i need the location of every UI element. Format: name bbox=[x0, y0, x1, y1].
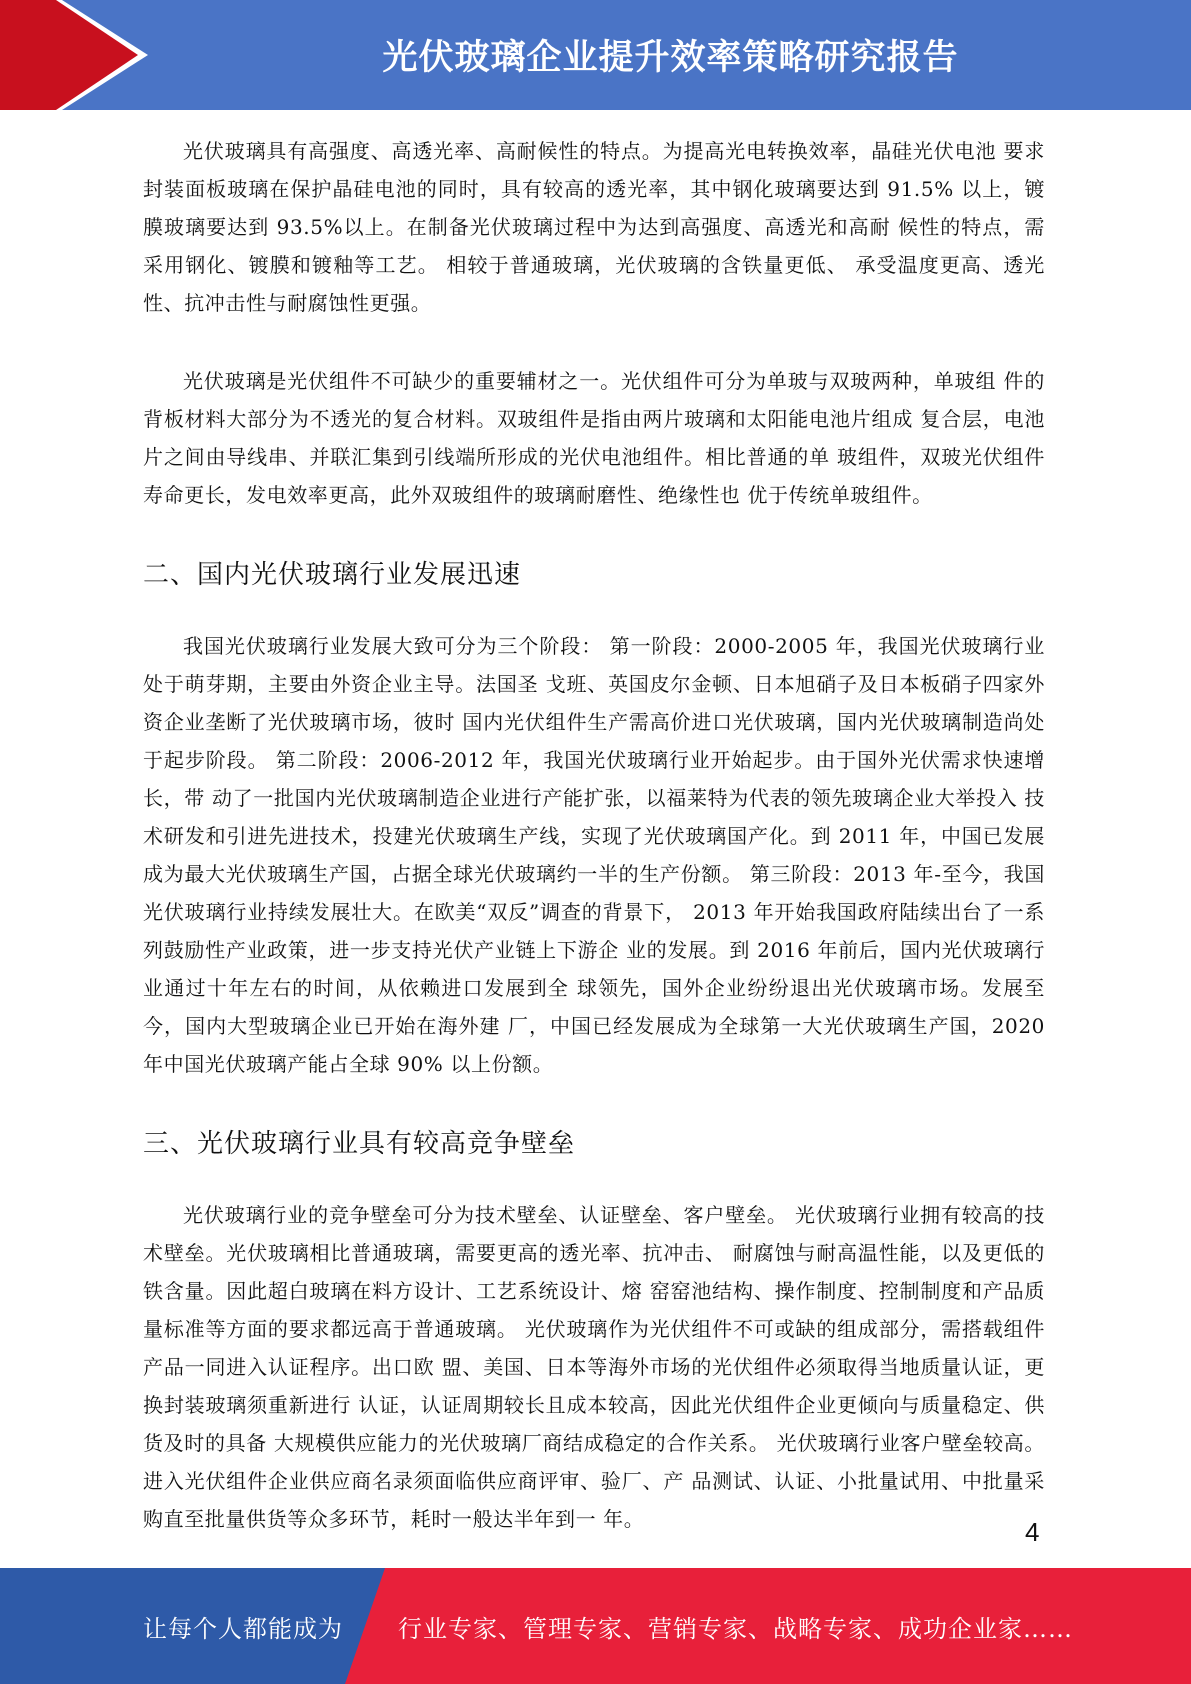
paragraph: 光伏玻璃具有高强度、高透光率、高耐候性的特点。为提高光电转换效率，晶硅光伏电池 要求封装面板玻璃在保护晶硅电池的同时，具有较高的透光率，其中钢化玻璃要达到 91.5% 以上，镀膜玻璃要达到 93.5%以上。在制备光伏玻璃过程中为达到高强度、高透光和高耐 候性的特点，需采用钢化、镀膜和镀釉等工艺。 相较于普通玻璃，光伏玻璃的含铁量更低、 承受温度更高、透光性、抗冲击性与耐腐蚀性更强。 bbox=[143, 139, 1045, 315]
page-footer bbox=[0, 1568, 1191, 1684]
paragraph: 我国光伏玻璃行业发展大致可分为三个阶段： 第一阶段：2000-2005 年，我国光伏玻璃行业处于萌芽期，主要由外资企业主导。法国圣 戈班、英国皮尔金顿、日本旭硝子及日本板硝子四家外资企业垄断了光伏玻璃市场，彼时 国内光伏组件生产需高价进口光伏玻璃，国内光伏玻璃制造尚处于起步阶段。 第二阶段：2006-2012 年，我国光伏玻璃行业开始起步。由于国外光伏需求快速增长，带 动了一批国内光伏玻璃制造企业进行产能扩张，以福莱特为代表的领先玻璃企业大举投入 技术研发和引进先进技术，投建光伏玻璃生产线，实现了光伏玻璃国产化。到 2011 年，中国已发展成为最大光伏玻璃生产国，占据全球光伏玻璃约一半的生产份额。 第三阶段：2013 年-至今，我国光伏玻璃行业持续发展壮大。在欧美“双反”调查的背景下， 2013 年开始我国政府陆续出台了一系列鼓励性产业政策，进一步支持光伏产业链上下游企 业的发展。到 2016 年前后，国内光伏玻璃行业通过十年左右的时间，从依赖进口发展到全 球领先，国外企业纷纷退出光伏玻璃市场。发展至今，国内大型玻璃企业已开始在海外建 厂，中国已经发展成为全球第一大光伏玻璃生产国，2020 年中国光伏玻璃产能占全球 90% 以上份额。 bbox=[143, 634, 1045, 1076]
section-heading: 三、光伏玻璃行业具有较高竞争壁垒 bbox=[143, 1129, 576, 1159]
footer-slogan-roles: 行业专家、管理专家、营销专家、战略专家、成功企业家…… bbox=[398, 1614, 1073, 1643]
footer-slogan-lead: 让每个人都能成为 bbox=[143, 1614, 343, 1643]
header-arrow-icon bbox=[0, 0, 160, 110]
paragraph: 光伏玻璃是光伏组件不可缺少的重要辅材之一。光伏组件可分为单玻与双玻两种，单玻组 件的背板材料大部分为不透光的复合材料。双玻组件是指由两片玻璃和太阳能电池片组成 复合层，电池片之间由导线串、并联汇集到引线端所形成的光伏电池组件。相比普通的单 玻组件，双玻光伏组件寿命更长，发电效率更高，此外双玻组件的玻璃耐磨性、绝缘性也 优于传统单玻组件。 bbox=[143, 369, 1045, 507]
report-title: 光伏玻璃企业提升效率策略研究报告 bbox=[382, 38, 959, 78]
page-number: 4 bbox=[1025, 1517, 1040, 1547]
paragraph: 光伏玻璃行业的竞争壁垒可分为技术壁垒、认证壁垒、客户壁垒。 光伏玻璃行业拥有较高的技术壁垒。光伏玻璃相比普通玻璃，需要更高的透光率、抗冲击、 耐腐蚀与耐高温性能，以及更低的铁含量。因此超白玻璃在料方设计、工艺系统设计、熔 窑窑池结构、操作制度、控制制度和产品质量标准等方面的要求都远高于普通玻璃。 光伏玻璃作为光伏组件不可或缺的组成部分，需搭载组件产品一同进入认证程序。出口欧 盟、美国、日本等海外市场的光伏组件必须取得当地质量认证，更换封装玻璃须重新进行 认证，认证周期较长且成本较高，因此光伏组件企业更倾向与质量稳定、供货及时的具备 大规模供应能力的光伏玻璃厂商结成稳定的合作关系。 光伏玻璃行业客户壁垒较高。进入光伏组件企业供应商名录须面临供应商评审、验厂、产 品测试、认证、小批量试用、中批量采购直至批量供货等众多环节，耗时一般达半年到一 年。 bbox=[143, 1203, 1045, 1531]
document-body bbox=[143, 132, 1045, 1578]
section-heading: 二、国内光伏玻璃行业发展迅速 bbox=[143, 560, 522, 590]
page-header bbox=[0, 0, 1191, 110]
